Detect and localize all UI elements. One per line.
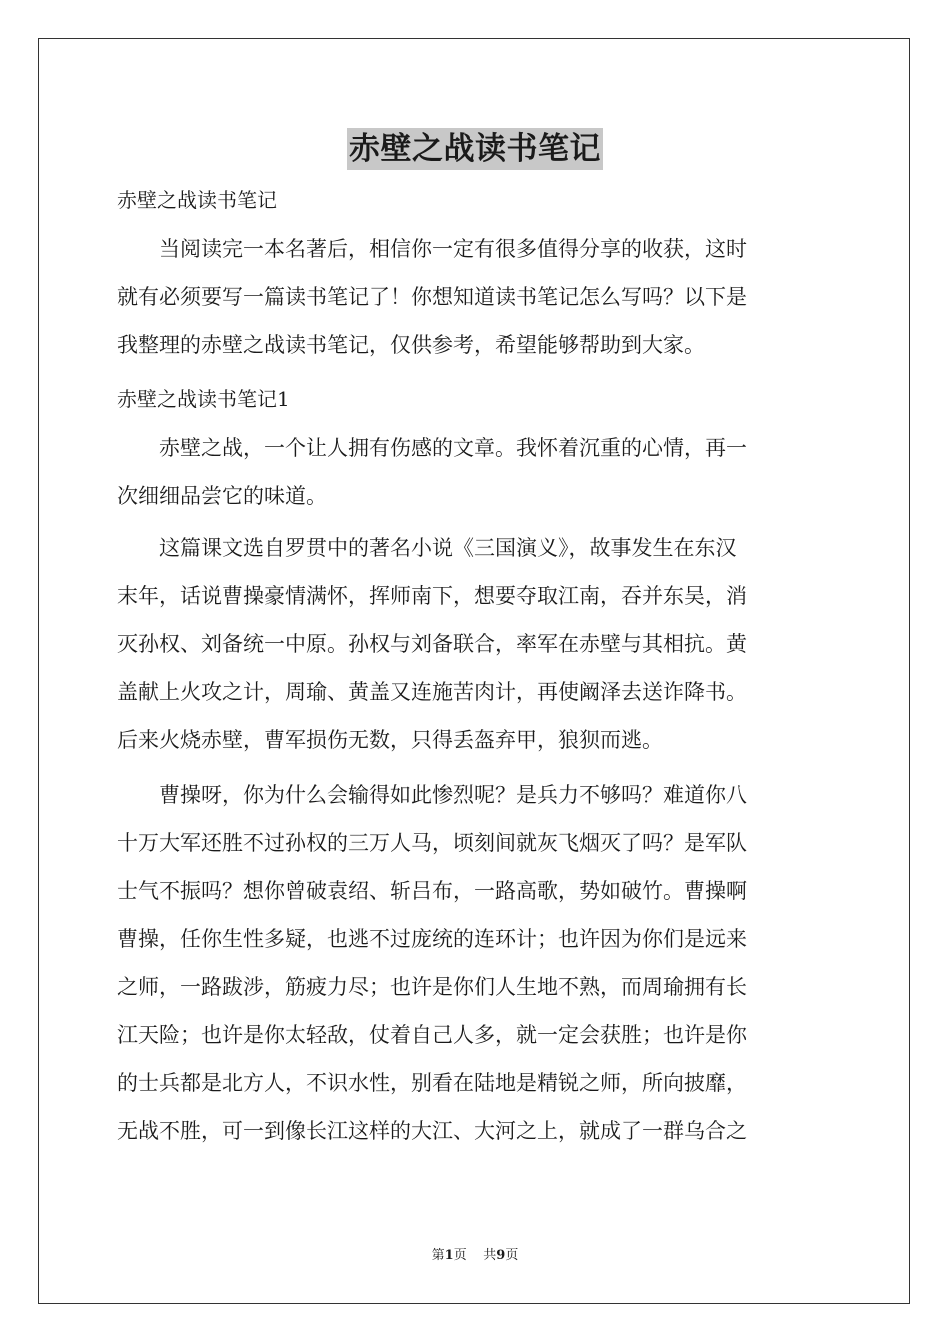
paragraph-line: 盖献上火攻之计，周瑜、黄盖又连施苦肉计，再使阚泽去送诈降书。	[117, 680, 747, 704]
title-container	[0, 128, 950, 170]
paragraph-line: 之师，一路跋涉，筋疲力尽；也许是你们人生地不熟，而周瑜拥有长	[117, 975, 747, 999]
paragraph-line: 江天险；也许是你太轻敌，仗着自己人多，就一定会获胜；也许是你	[117, 1023, 747, 1047]
paragraph-line: 的士兵都是北方人，不识水性，别看在陆地是精锐之师，所向披靡，	[117, 1071, 747, 1095]
page-prefix: 第	[431, 1248, 445, 1263]
paragraph-2	[117, 524, 833, 764]
paragraph-line: 士气不振吗？想你曾破袁绍、斩吕布，一路高歌，势如破竹。曹操啊	[117, 879, 747, 903]
intro-heading: 赤壁之战读书笔记	[117, 188, 277, 212]
page-total: 9	[496, 1248, 506, 1263]
paragraph-3	[117, 771, 833, 1155]
paragraph-line: 后来火烧赤壁，曹军损伤无数，只得丢盔弃甲，狼狈而逃。	[117, 728, 663, 752]
paragraph-line: 这篇课文选自罗贯中的著名小说《三国演义》，故事发生在东汉	[117, 536, 737, 560]
paragraph-line: 就有必须要写一篇读书笔记了！你想知道读书笔记怎么写吗？以下是	[117, 285, 747, 309]
paragraph-line: 无战不胜，可一到像长江这样的大江、大河之上，就成了一群乌合之	[117, 1119, 747, 1143]
paragraph-1	[117, 424, 833, 520]
page-footer	[0, 1244, 950, 1263]
paragraph-line: 十万大军还胜不过孙权的三万人马，顷刻间就灰飞烟灭了吗？是军队	[117, 831, 747, 855]
paragraph-line: 末年，话说曹操豪情满怀，挥师南下，想要夺取江南，吞并东吴，消	[117, 584, 747, 608]
paragraph-line: 当阅读完一本名著后，相信你一定有很多值得分享的收获，这时	[117, 237, 747, 261]
total-prefix: 共	[483, 1248, 497, 1263]
paragraph-line: 赤壁之战，一个让人拥有伤感的文章。我怀着沉重的心情，再一	[117, 436, 747, 460]
page-suffix: 页	[453, 1248, 467, 1263]
intro-paragraph	[117, 225, 833, 369]
section-heading-1: 赤壁之战读书笔记1	[117, 387, 290, 411]
paragraph-line: 灭孙权、刘备统一中原。孙权与刘备联合，率军在赤壁与其相抗。黄	[117, 632, 747, 656]
paragraph-line: 曹操呀，你为什么会输得如此惨烈呢？是兵力不够吗？难道你八	[117, 783, 747, 807]
paragraph-line: 曹操，任你生性多疑，也逃不过庞统的连环计；也许因为你们是远来	[117, 927, 747, 951]
document-title: 赤壁之战读书笔记	[347, 128, 603, 170]
paragraph-line: 次细细品尝它的味道。	[117, 484, 327, 508]
page-current: 1	[444, 1248, 454, 1263]
paragraph-line: 我整理的赤壁之战读书笔记，仅供参考，希望能够帮助到大家。	[117, 333, 705, 357]
total-suffix: 页	[505, 1248, 519, 1263]
